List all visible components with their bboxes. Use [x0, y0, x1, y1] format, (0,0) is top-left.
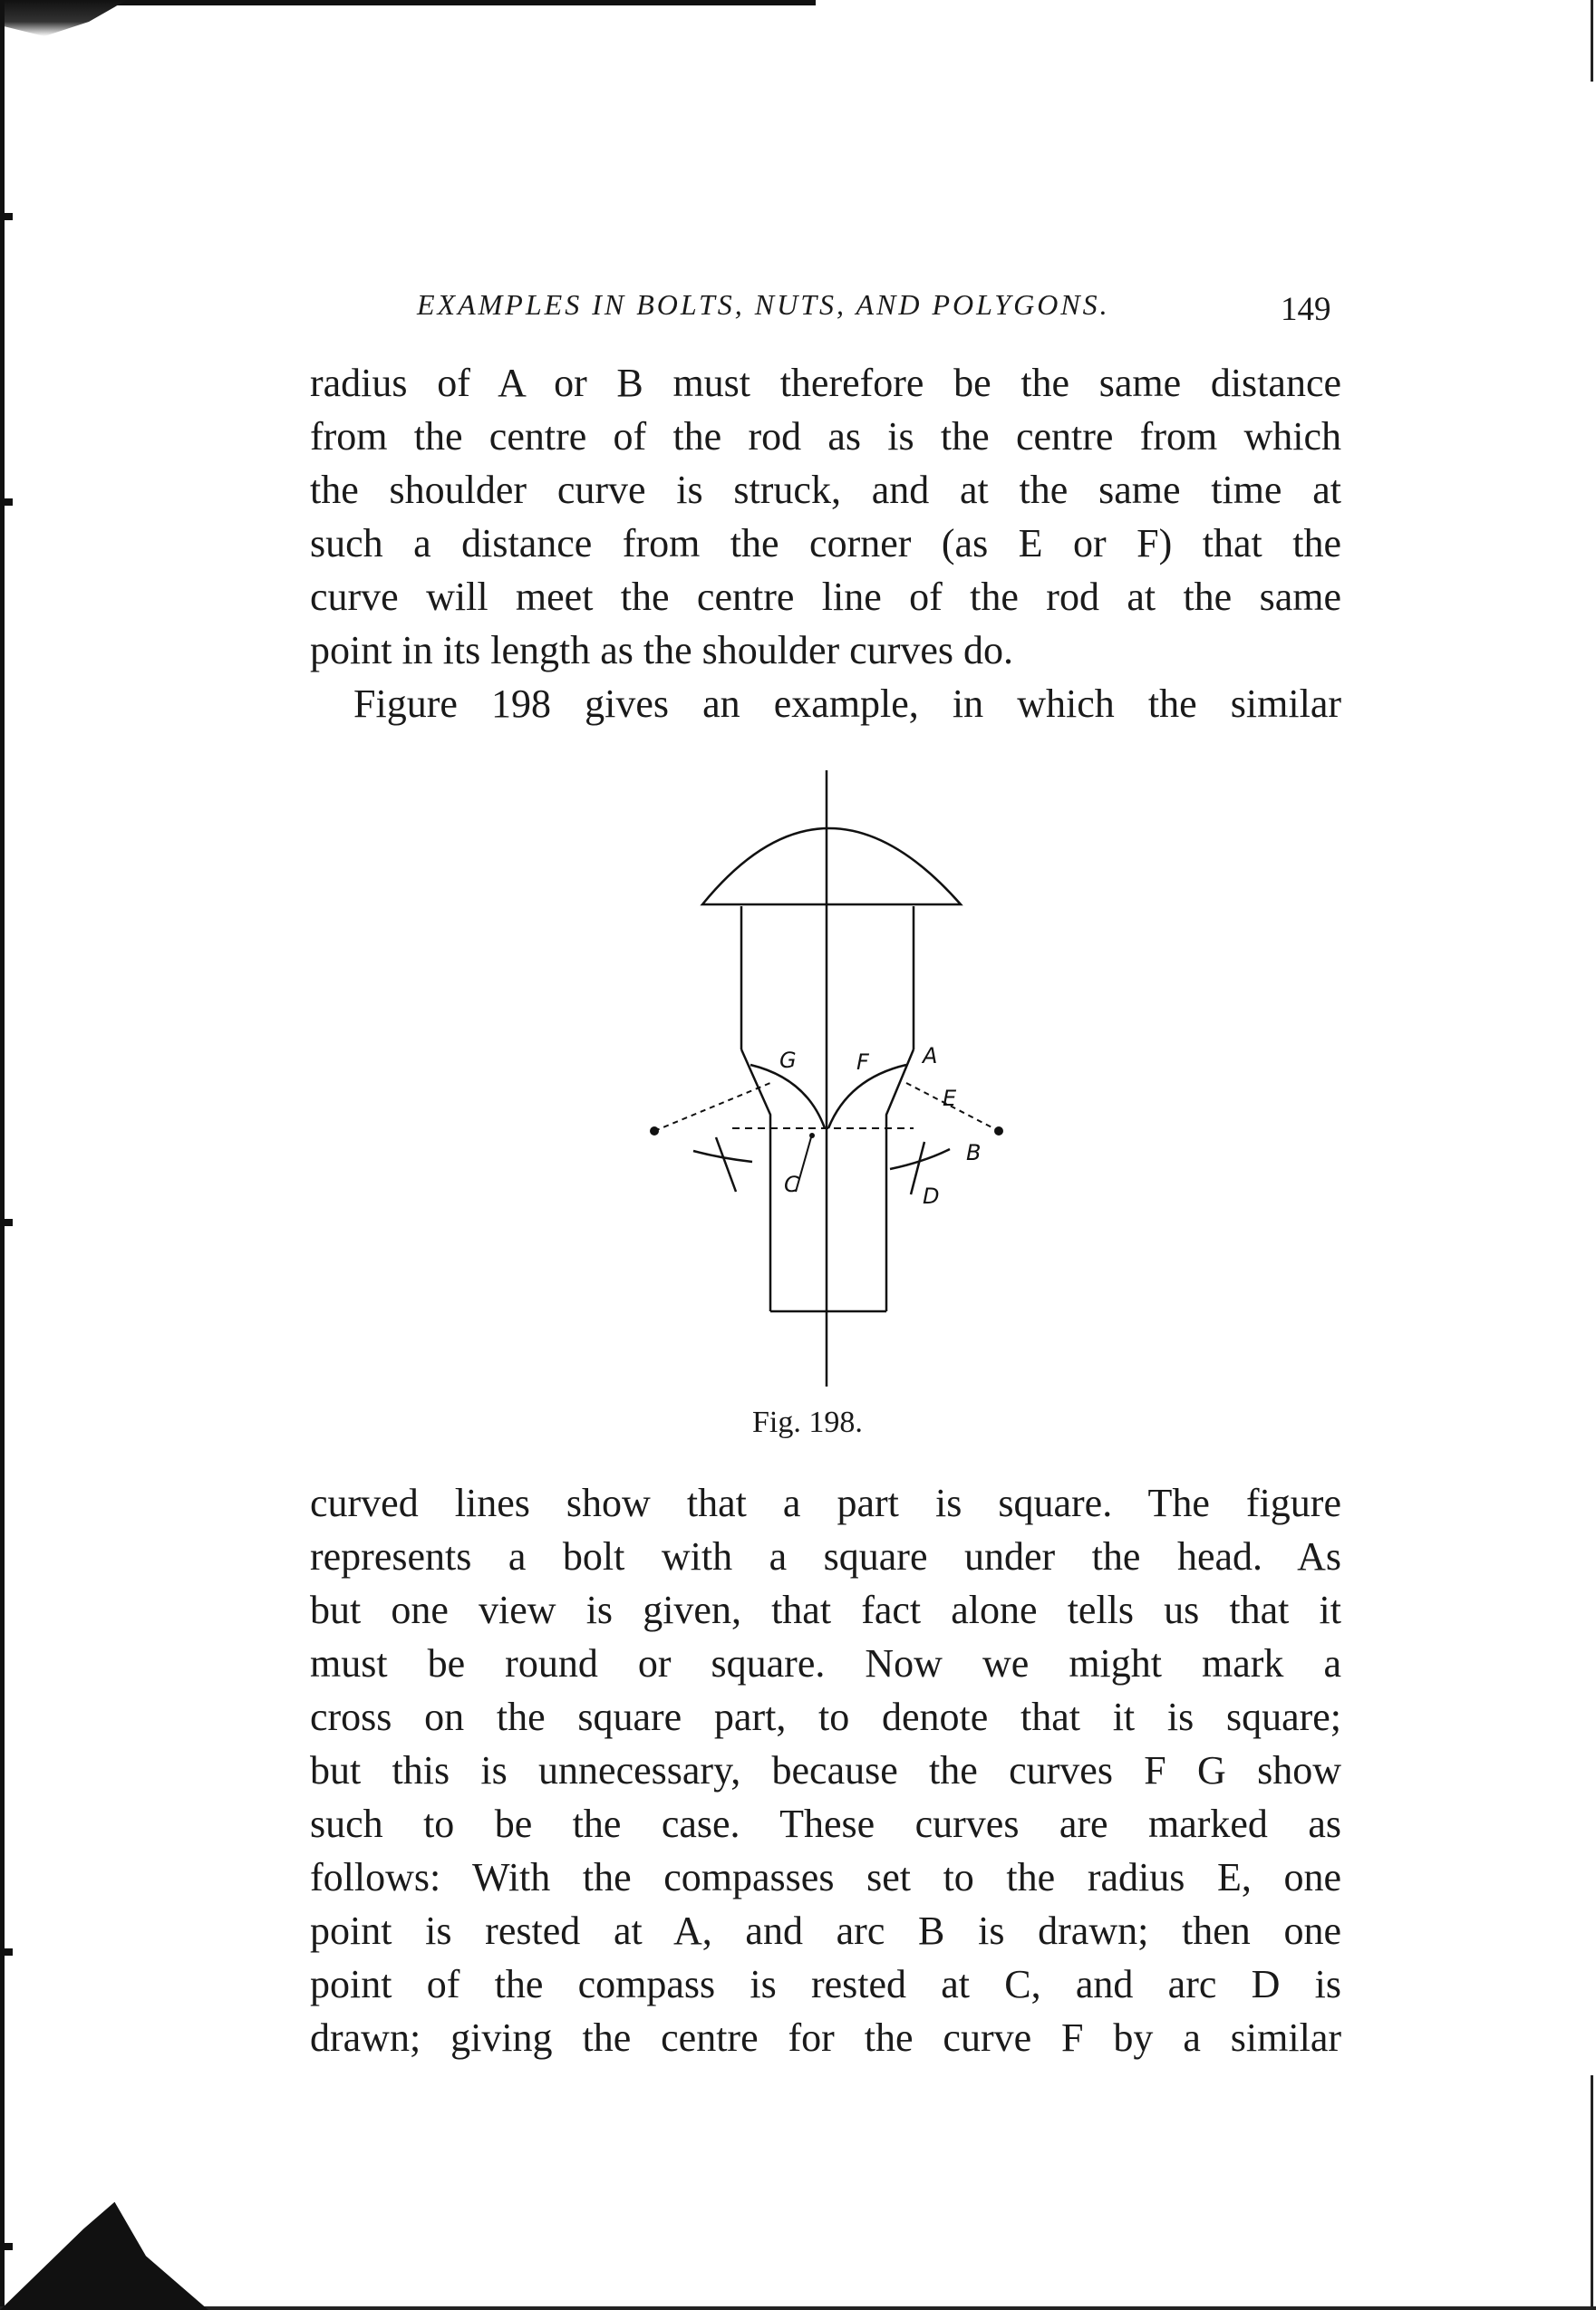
point-c	[809, 1133, 815, 1138]
scan-mark	[0, 213, 13, 220]
text-line: follows: With the compasses set to the radius E, one	[310, 1855, 1341, 1899]
paragraph-1	[310, 356, 1341, 677]
label-g: G	[779, 1048, 797, 1073]
text-line: point in its length as the shoulder curves do.	[310, 628, 1013, 672]
label-d: D	[923, 1184, 940, 1209]
scan-right-edge-lower	[1591, 2075, 1593, 2310]
text-line: but this is unnecessary, because the curves F G show	[310, 1748, 1341, 1793]
label-a: A	[923, 1043, 938, 1068]
page-number: 149	[1281, 291, 1331, 328]
running-head: EXAMPLES IN BOLTS, NUTS, AND POLYGONS.	[417, 288, 1110, 321]
scan-mark	[0, 2243, 13, 2250]
text-line: such a distance from the corner (as E or F) that the	[310, 521, 1341, 565]
text-line: but one view is given, that fact alone tells us that it	[310, 1588, 1341, 1632]
scan-bottom-corner	[0, 2175, 208, 2310]
text-line: represents a bolt with a square under the head. As	[310, 1534, 1341, 1579]
square-right-edge	[886, 1049, 914, 1311]
compass-point-left	[650, 1126, 659, 1136]
bolt-drawing	[634, 770, 1015, 1387]
scan-mark	[0, 498, 13, 506]
scan-left-edge	[0, 0, 5, 2310]
text-line: radius of A or B must therefore be the same distance	[310, 361, 1341, 405]
text-line: point of the compass is rested at C, and arc D is	[310, 1962, 1341, 2006]
text-line: curved lines show that a part is square. The figure	[310, 1481, 1341, 1525]
paragraph-3	[310, 1476, 1341, 2064]
label-b: B	[966, 1140, 982, 1165]
text-line: point is rested at A, and arc B is drawn; then one	[310, 1909, 1341, 1953]
scan-mark	[0, 1219, 13, 1226]
text-line: cross on the square part, to denote that it is square;	[310, 1695, 1341, 1739]
label-e: E	[943, 1086, 957, 1111]
scan-top-corner	[0, 0, 127, 36]
scan-mark	[0, 1948, 13, 1956]
text-line: curve will meet the centre line of the rod at the same	[310, 575, 1341, 619]
text-line: the shoulder curve is struck, and at the same time at	[310, 468, 1341, 512]
arc-left-v	[716, 1137, 736, 1192]
text-line: such to be the case. These curves are marked as	[310, 1802, 1341, 1846]
label-c: C	[784, 1172, 799, 1197]
text-line: from the centre of the rod as is the centre from which	[310, 414, 1341, 459]
text-line: must be round or square. Now we might mark a	[310, 1641, 1341, 1686]
figure-caption: Fig. 198.	[752, 1406, 863, 1439]
figure-198	[634, 770, 1015, 1387]
text-line: drawn; giving the centre for the curve F by a similar	[310, 2015, 1341, 2060]
radius-line-left	[654, 1083, 770, 1131]
bolt-head	[702, 828, 961, 904]
compass-point-right	[994, 1126, 1003, 1136]
label-f: F	[856, 1049, 869, 1075]
scan-bottom-edge	[0, 2306, 1596, 2310]
scan-right-edge	[1591, 0, 1593, 82]
paragraph-2	[310, 677, 1341, 730]
text-line: Figure 198 gives an example, in which the similar	[353, 681, 1341, 726]
